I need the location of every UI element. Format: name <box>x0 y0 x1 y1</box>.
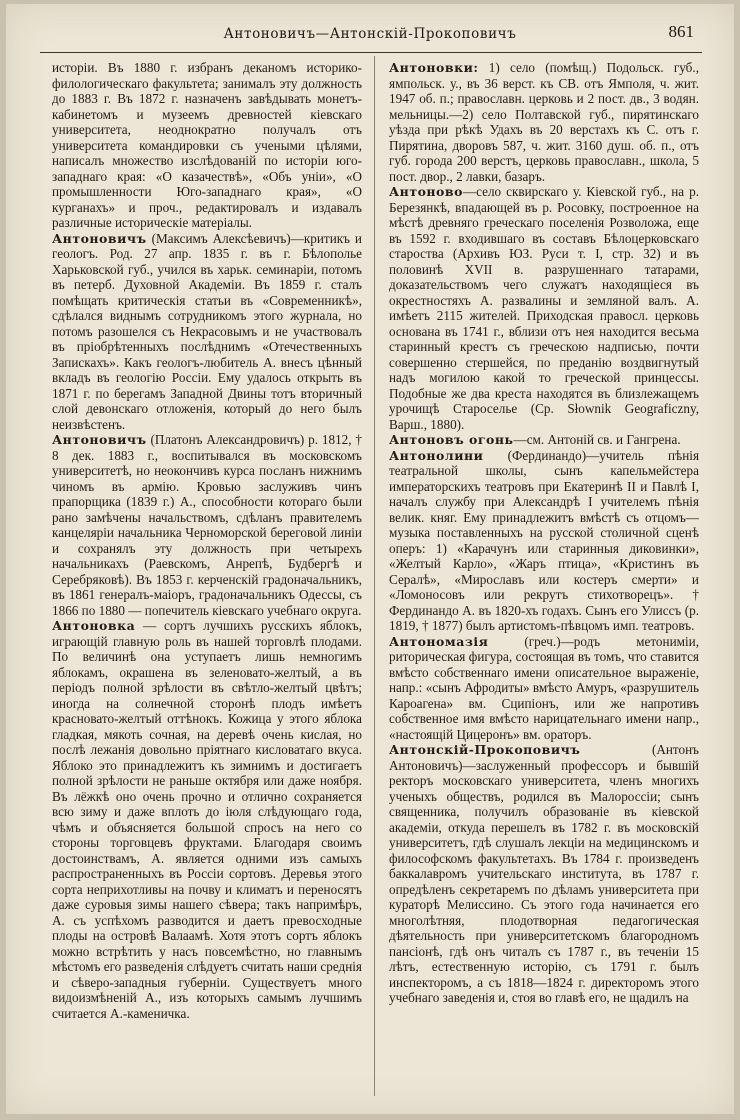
entry-paragraph <box>389 634 699 743</box>
entry-headword: Антонскій-Прокоповичъ <box>389 742 581 757</box>
entry-paragraph <box>389 60 699 184</box>
entry-text: — сортъ лучшихъ русскихъ яблокъ, играющій главную роль въ нашей торговлѣ плодами. По величинѣ она уступаетъ лишь немногимъ яблокамъ, окрашена въ зеленовато-желтый, а въ періодъ полной зрѣлости въ свѣтло-желтый цвѣтъ; иногда на солнечной сторонѣ плодъ имѣетъ красновато-желтый оттѣнокъ. Кожица у этого яблока гладкая, мякоть сочная, на деревѣ очень кислая, но послѣ лежанія довольно пріятнаго кисловатаго вкуса. Яблоко это принадлежитъ къ зимнимъ и достигаетъ полной зрѣлости не раньше октября или даже ноября. Въ лёжкѣ оно очень прочно и отлично сохраняется всю зиму и даже вплоть до іюля слѣдующаго года, чѣмъ и объясняется большой спросъ на него со стороны торговцевъ фруктами. Благодаря своимъ достоинствамъ, А. является одними изъ самыхъ распространенныхъ въ Россіи сортовъ. Деревья этого сорта неприхотливы на почву и климатъ и переносятъ даже суровыя зимы нашего сѣвера; такъ напримѣръ, А. съ успѣхомъ разводится и даетъ превосходные плоды на островѣ Валаамѣ. Хотя этотъ сортъ яблокъ можно встрѣтить у насъ повсемѣстно, но главнымъ мѣстомъ его разведенія слѣдуетъ считать наши среднія и сѣверо-западныя губерніи. Существуетъ много видоизмѣненій А., изъ которыхъ самымъ лучшимъ считается А.-каменичка. <box>52 618 362 1021</box>
entry-text: 1) село (помѣщ.) Подольск. губ., ямпольск. у., въ 36 верст. къ СВ. отъ Ямполя, ч. жит. 1947 об. п.; православн. церковь и 2 пост. дв., 3 водян. мельницы.—2) село Полтавской губ., пирятинскаго уѣзда при рѣкѣ Удахъ въ 20 верстахъ къ С. отъ г. Пирятина, дворовъ 587, ч. жит. 3160 душ. об. п., отъ губ. города 200 верстъ, церковь православн., школа, 5 пост. двор., 2 лавки, базаръ. <box>389 60 699 184</box>
entry-paragraph <box>389 184 699 432</box>
entry-headword: Антоновичъ <box>52 230 147 246</box>
header-rule <box>40 52 702 53</box>
entry-text: (греч.)—родъ метониміи, риторическая фигура, состоящая въ томъ, что ставится вмѣсто собственнаго имени описательное выраженіе, напр.: «сынъ Афродиты» вмѣсто Амуръ, «разрушитель Кароагена» вм. Сципіонъ, или же напротивъ собственное имя вмѣсто нарицательнаго имени напр., «настоящій Цицеронъ» вм. ораторъ. <box>389 633 699 742</box>
entry-text: —см. Антоній св. и Гангрена. <box>513 432 681 447</box>
entry-text: (Фердинандо)—учитель пѣнія театральной школы, сынъ капельмейстера императорскихъ театровъ при Екатеринѣ II и Павлѣ I, началъ службу при Александрѣ I учителемъ пѣнія велик. княг. Ему принадлежитъ вмѣстѣ съ отцомъ—музыка поставленныхъ на русской столичной сценѣ оперъ: 1) «Карачунъ или старинныя диковинки», «Желтый Карло», «Жаръ птица», «Кристинъ въ Сералѣ», «Мирославъ или костеръ смерти» и «Ломоносовъ или рекрутъ стихотворецъ». † Фердинандо А. въ 1820-хъ годахъ. Сынъ его Улиссъ (р. 1819, † 1877) былъ артистомъ-пѣвцомъ имп. театровъ. <box>389 447 699 633</box>
entry-headword: Антоново <box>389 184 463 199</box>
entry-text: (Платонъ Александровичъ) р. 1812, † 8 дек. 1883 г., воспитывался въ московскомъ университетѣ, но неокончивъ курса посланъ нижнимъ чиномъ въ армію. Кровью заслуживъ чинъ прапорщика (1839 г.) А., способности котораго были рано замѣчены начальствомъ, сдѣланъ правителемъ канцеляріи начальника Черноморской береговой линіи и сохранялъ эту должность при четырехъ начальникахъ (Раевскомъ, Анрепѣ, Будбергѣ и Серебряковѣ). Въ 1853 г. керченскій градоначальникъ, въ 1861 генералъ-маіоръ, градоначальникъ Одессы, съ 1866 по 1880 — попечитель кіевскаго учебнаго округа. <box>52 432 362 618</box>
entry-paragraph <box>389 448 699 634</box>
entry-paragraph <box>52 231 362 433</box>
entry-headword: Антоновичъ <box>52 432 147 447</box>
entry-headword: Антоновки: <box>389 60 479 75</box>
running-head: Антоновичъ—Антонскій-Прокоповичъ <box>223 26 517 42</box>
dictionary-page <box>6 4 734 1114</box>
entry-paragraph <box>389 742 699 1006</box>
right-column <box>389 60 699 1100</box>
entry-text: исторіи. Въ 1880 г. избранъ деканомъ историко-филологическаго факультета; занималъ эту должность до 1883 г. Въ 1872 г. назначенъ завѣдывать монетъ-кабинетомъ и музеемъ древностей кіевскаго университета, неоднократно получалъ отъ университета командировки съ учеными цѣлями, написалъ множество изслѣдованій по исторіи юго-западнаго края: «О казачествѣ», «Объ уніи», «О промышленности Юго-западнаго края», «О курганахъ» и проч., редактировалъ и издавалъ различные историческіе матеріалы. <box>52 60 362 230</box>
entry-paragraph <box>52 618 362 1021</box>
entry-headword: Антоновъ огонь <box>389 432 514 447</box>
entry-paragraph <box>52 60 362 231</box>
entry-text: —село сквирскаго у. Кіевской губ., на р. Березянкѣ, впадающей въ р. Росовку, построенное на мѣстѣ древняго греческаго поселенія Розволожа, еще въ 1592 г. входившаго въ составъ Бѣлоцерковскаго староства (Архивъ ЮЗ. Руси т. I, стр. 32) и въ половинѣ XVII в. разрушеннаго татарами, доказательствомъ чего служатъ находящіеся въ окрестностяхъ А. развалины и земляной валъ. А. имѣетъ 2115 жителей. Приходская правосл. церковь основана въ 1741 г., вблизи отъ нея находится весьма старинный крестъ съ греческою надписью, почти совершенно стершейся, по преданію воздвигнутый надъ могилою какой то греческой принцессы. Подобные же два креста находятся въ близлежащемъ урочищѣ Староселье (Ср. Słownik Geograficzny, Варш., 1880). <box>389 184 699 432</box>
entry-headword: Антонолини <box>389 447 484 463</box>
entry-text: (Максимъ Алексѣевичъ)—критикъ и геологъ. Род. 27 апр. 1835 г. въ г. Бѣлополье Харьковской губ., учился въ харьк. семинаріи, потомъ въ петерб. Духовной Академіи. Въ 1859 г. сталъ помѣщать критическія статьи въ «Современникѣ», сдѣлался виднымъ сотрудникомъ этого журнала, но потомъ разошелся съ Некрасовымъ и не участвовалъ въ пріобрѣтенныхъ послѣднимъ «Отечественныхъ Запискахъ». Какъ геологъ-любитель А. внесъ цѣнный вкладъ въ геологію Россіи. Ему удалось открыть въ 1871 г. по берегамъ Западной Двины тотъ вторичный слой девонскаго отложенія, который до него былъ неизвѣстенъ. <box>52 230 362 432</box>
page-header <box>6 22 734 50</box>
entry-paragraph <box>52 432 362 618</box>
entry-paragraph <box>389 432 699 448</box>
entry-text: (Антонъ Антоновичъ)—заслуженный профессоръ и бывшій ректоръ московскаго университета, членъ многихъ ученыхъ обществъ, родился въ Малороссіи; сынъ священника, получилъ образованіе въ кіевской академіи, откуда перешелъ въ 1782 г. въ московскій университетъ, гдѣ слушалъ лекціи на медицинскомъ и философскомъ факультетахъ. Въ 1784 г. произведенъ баккалавромъ учительскаго института, въ 1787 г. опредѣленъ секретаремъ по дѣламъ университета при кураторѣ Мелиссино. Съ этого года начинается его многолѣтняя, плодотворная педагогическая дѣятельность при университетскомъ благородномъ пансіонѣ, гдѣ онъ читалъ съ 1787 г., въ теченіи 15 лѣтъ, естественную исторію, съ 1791 г. былъ инспекторомъ, а съ 1818—1824 г. директоромъ этого учебнаго заведенія и, стоя во главѣ его, не щадилъ на <box>389 742 699 1005</box>
column-divider <box>374 56 375 1096</box>
entry-headword: Антоновка <box>52 618 136 633</box>
entry-headword: Антономазія <box>389 633 489 649</box>
left-column <box>52 60 362 1100</box>
page-number: 861 <box>668 22 694 41</box>
